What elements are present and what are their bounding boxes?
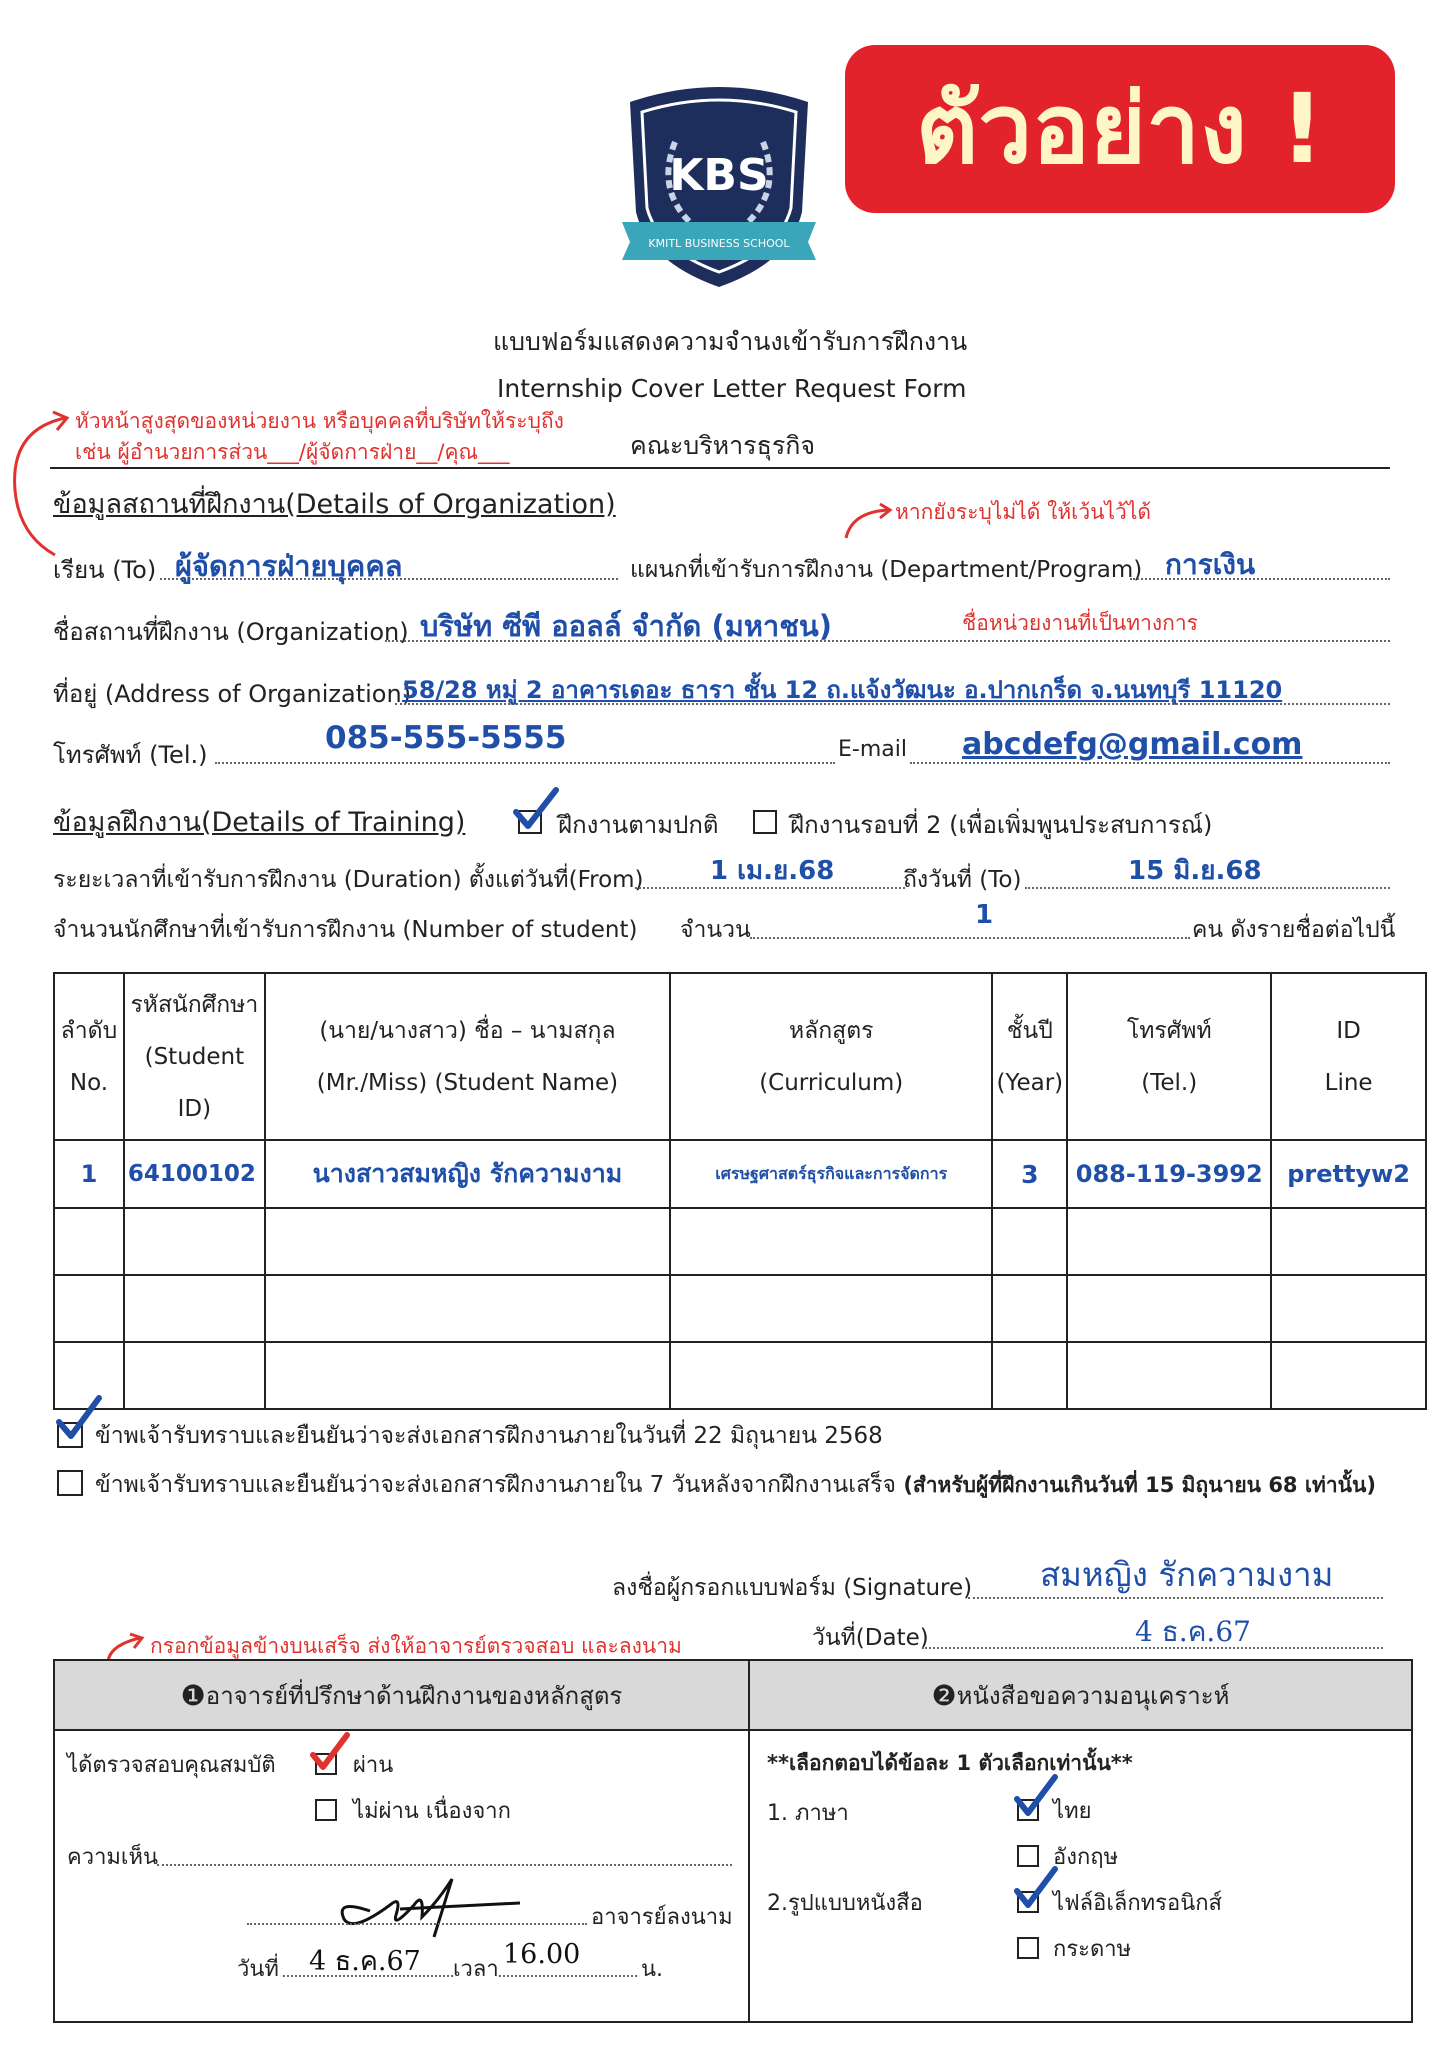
col-header-curriculum: หลักสูตร (Curriculum): [670, 973, 992, 1140]
table-row: [54, 1275, 1426, 1342]
comment-label: ความเห็น: [67, 1845, 158, 1870]
col-header-name: (นาย/นางสาว) ชื่อ – นามสกุล (Mr./Miss) (Student Name): [265, 973, 670, 1140]
advisor-date-value[interactable]: 4 ธ.ค.67: [309, 1946, 421, 1977]
qualification-label: ได้ตรวจสอบคุณสมบัติ: [67, 1753, 276, 1778]
letter-instruction: **เลือกตอบได้ข้อละ 1 ตัวเลือกเท่านั้น**: [767, 1751, 1133, 1775]
cell-year[interactable]: 3: [992, 1140, 1067, 1208]
kbs-logo: [620, 82, 818, 292]
cell-student-id[interactable]: 64100102: [124, 1140, 265, 1208]
org-name-value[interactable]: บริษัท ซีพี ออลล์ จำกัด (มหาชน): [420, 609, 832, 643]
paper-checkbox[interactable]: [1017, 1937, 1039, 1963]
tel-line: [215, 762, 835, 764]
address-label: ที่อยู่ (Address of Organization): [53, 680, 412, 708]
advisor-header-text: อาจารย์ที่ปรึกษาด้านฝึกงานของหลักสูตร: [205, 1681, 623, 1710]
advisor-sign-label: อาจารย์ลงนาม: [591, 1905, 733, 1930]
to-value[interactable]: ผู้จัดการฝ่ายบุคคล: [175, 549, 403, 583]
confirm-opt2-bold: (สำหรับผู้ที่ฝึกงานเกินวันที่ 15 มิถุนายน 68 เท่านั้น): [903, 1473, 1376, 1497]
tel-value[interactable]: 085-555-5555: [325, 720, 567, 756]
approval-box: [53, 1659, 1413, 2023]
fail-label: ไม่ผ่าน เนื่องจาก: [353, 1799, 511, 1824]
org-name-label: ชื่อสถานที่ฝึกงาน (Organization): [53, 618, 409, 646]
advisor-header: [55, 1661, 748, 1731]
paper-label: กระดาษ: [1053, 1937, 1132, 1962]
note-dept-arrow-icon: [842, 502, 894, 546]
advisor-time-suffix: น.: [641, 1957, 664, 1982]
faculty-name: คณะบริหารธุรกิจ: [630, 431, 816, 460]
advisor-time-value[interactable]: 16.00: [503, 1939, 581, 1970]
dept-label: แผนกที่เข้ารับการฝึกงาน (Department/Program): [630, 557, 1143, 583]
col-header-year: ชั้นปี (Year): [992, 973, 1067, 1140]
student-table: [53, 972, 1427, 1410]
note-org-official: ชื่อหน่วยงานที่เป็นทางการ: [962, 611, 1198, 635]
org-section-title: ข้อมูลสถานที่ฝึกงาน(Details of Organization): [53, 489, 616, 520]
advisor-date-label: วันที่: [237, 1957, 279, 1982]
letter-header-num: ❷: [931, 1678, 957, 1712]
count-word: จำนวน: [680, 917, 751, 943]
letter-header-text: หนังสือขอความอนุเคราะห์: [956, 1681, 1230, 1710]
tel-label: โทรศัพท์ (Tel.): [53, 741, 208, 769]
cell-tel[interactable]: 088-119-3992: [1067, 1140, 1271, 1208]
language-label: 1. ภาษา: [767, 1801, 849, 1826]
signature-label: ลงชื่อผู้กรอกแบบฟอร์ม (Signature): [612, 1575, 973, 1601]
format-label: 2.รูปแบบหนังสือ: [767, 1891, 923, 1916]
count-label: จำนวนนักศึกษาที่เข้ารับการฝึกงาน (Number of student): [53, 917, 638, 943]
col-header-line-id: ID Line: [1271, 973, 1426, 1140]
comment-line: [157, 1864, 732, 1866]
to-label: เรียน (To): [53, 556, 157, 584]
confirm-opt1-label: ข้าพเจ้ารับทราบและยืนยันว่าจะส่งเอกสารฝึกงานภายในวันที่ 22 มิถุนายน 2568: [95, 1423, 883, 1449]
logo-abbr: KBS: [669, 150, 769, 201]
sample-stamp-text: ตัวอย่าง !: [915, 73, 1325, 185]
table-row: [54, 1342, 1426, 1409]
col-header-student-id: รหัสนักศึกษา (Student ID): [124, 973, 265, 1140]
advisor-time-label: เวลา: [453, 1957, 499, 1982]
duration-label: ระยะเวลาที่เข้ารับการฝึกงาน (Duration) ตั้งแต่วันที่(From): [53, 867, 644, 893]
fail-checkbox[interactable]: [315, 1799, 337, 1825]
dept-value[interactable]: การเงิน: [1165, 548, 1256, 581]
confirm-opt2-text: ข้าพเจ้ารับทราบและยืนยันว่าจะส่งเอกสารฝึกงานภายใน 7 วันหลังจากฝึกงานเสร็จ: [95, 1472, 897, 1498]
cell-curriculum[interactable]: เศรษฐศาสตร์ธุรกิจและการจัดการ: [670, 1140, 992, 1208]
to-date-value[interactable]: 15 มิ.ย.68: [1128, 856, 1262, 886]
signature-value[interactable]: สมหญิง รักความงาม: [1040, 1555, 1334, 1594]
confirm-opt2-label: [95, 1467, 1376, 1503]
confirm-opt2-checkbox[interactable]: [57, 1470, 83, 1500]
col-header-no: ลำดับ No.: [54, 973, 124, 1140]
sample-stamp: [845, 45, 1395, 213]
cell-no[interactable]: 1: [54, 1140, 124, 1208]
to-date-label: ถึงวันที่ (To): [903, 867, 1022, 893]
electronic-label: ไฟล์อิเล็กทรอนิกส์: [1053, 1891, 1222, 1916]
sign-date-value[interactable]: 4 ธ.ค.67: [1135, 1615, 1251, 1648]
note-fill-and-sign: กรอกข้อมูลข้างบนเสร็จ ส่งให้อาจารย์ตรวจสอบ และลงนาม: [150, 1634, 682, 1658]
advisor-time-line: [499, 1975, 637, 1977]
checkmark-icon: [512, 786, 560, 838]
advisor-header-num: ❶: [180, 1678, 206, 1712]
letter-header: [750, 1661, 1411, 1731]
note-top-line2: เช่น ผู้อำนวยการส่วน___/ผู้จัดการฝ่าย__/คุณ___: [75, 440, 510, 464]
email-value[interactable]: abcdefg@gmail.com: [962, 727, 1303, 762]
count-suffix: คน ดังรายชื่อต่อไปนี้: [1192, 917, 1396, 943]
count-line: [750, 937, 1190, 939]
english-label: อังกฤษ: [1053, 1845, 1119, 1870]
col-header-tel: โทรศัพท์ (Tel.): [1067, 973, 1271, 1140]
form-title-th: แบบฟอร์มแสดงความจำนงเข้ารับการฝึกงาน: [493, 327, 968, 356]
red-checkmark-icon: [309, 1731, 351, 1777]
round2-training-checkbox[interactable]: [753, 810, 777, 838]
cell-name[interactable]: นางสาวสมหญิง รักความงาม: [265, 1140, 670, 1208]
cell-line-id[interactable]: prettyw2: [1271, 1140, 1426, 1208]
advisor-sign-line: [247, 1923, 587, 1925]
from-value[interactable]: 1 เม.ย.68: [710, 856, 835, 886]
count-value[interactable]: 1: [975, 900, 994, 930]
header-rule: [50, 467, 1390, 469]
sign-date-label: วันที่(Date): [812, 1625, 929, 1651]
form-title-en: Internship Cover Letter Request Form: [497, 374, 967, 403]
table-row: [54, 1140, 1426, 1208]
address-value[interactable]: 58/28 หมู่ 2 อาคารเดอะ ธารา ชั้น 12 ถ.แจ้งวัฒนะ อ.ปากเกร็ด จ.นนทบุรี 11120: [402, 676, 1283, 704]
advisor-signature: [330, 1871, 530, 1945]
note-dept-blank: หากยังระบุไม่ได้ ให้เว้นไว้ได้: [895, 500, 1152, 524]
pass-label: ผ่าน: [353, 1753, 394, 1778]
normal-training-label: ฝึกงานตามปกติ: [558, 811, 719, 839]
email-line: [910, 762, 1390, 764]
note-top-line1: หัวหน้าสูงสุดของหน่วยงาน หรือบุคคลที่บริษัทให้ระบุถึง: [75, 409, 564, 433]
table-row: [54, 1208, 1426, 1275]
thai-label: ไทย: [1053, 1799, 1092, 1824]
training-section-title: ข้อมูลฝึกงาน(Details of Training): [53, 807, 466, 838]
email-label: E-mail: [838, 737, 907, 762]
round2-training-label: ฝึกงานรอบที่ 2 (เพื่อเพิ่มพูนประสบการณ์): [790, 811, 1213, 839]
logo-ribbon-text: KMITL BUSINESS SCHOOL: [648, 237, 790, 250]
